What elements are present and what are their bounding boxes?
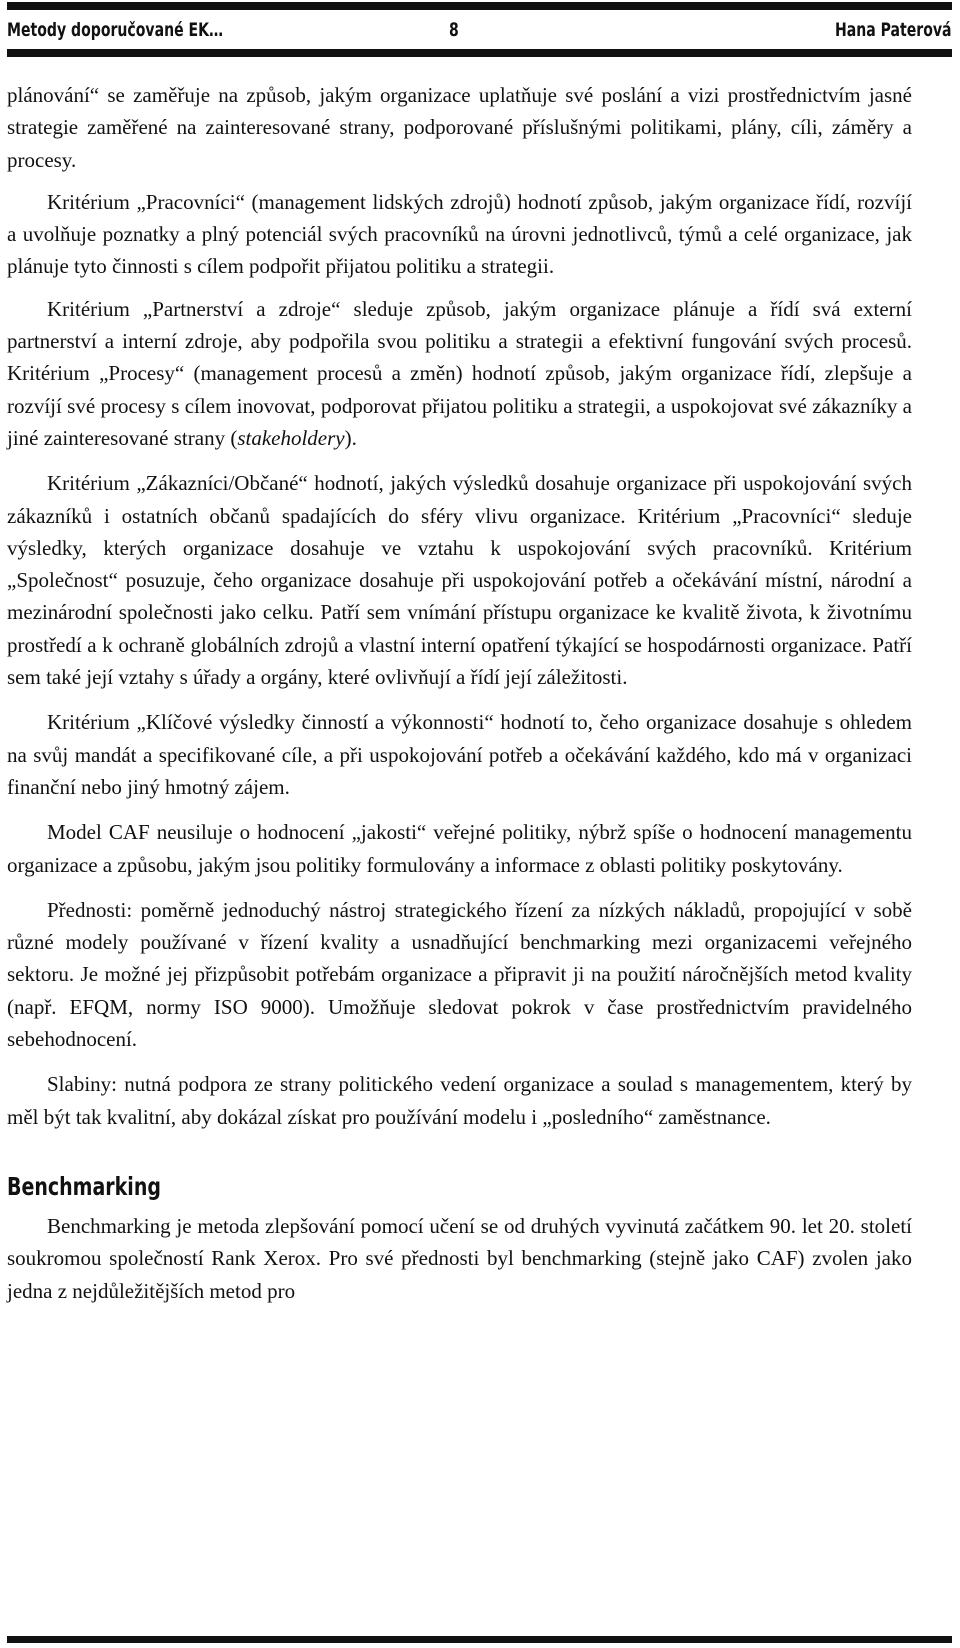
- header-author: Hana Paterová: [835, 19, 952, 41]
- paragraph-employees: Kritérium „Pracovníci“ (management lidských zdrojů) hodnotí způsob, jakým organizace řídí, rozvíjí a uvolňuje poznatky a plný potenciál svých pracovníků na úrovni jednotlivců, týmů a celé organizace, jak plánuje tyto činnosti s cílem podpořit přijatou politiku a strategii.: [7, 189, 912, 279]
- body-text: [7, 79, 912, 1307]
- paragraph-caf-model: Model CAF neusiluje o hodnocení „jakosti“ veřejné politiky, nýbrž spíše o hodnocení managementu organizace a způsobu, jakým jsou politiky formulovány a informace z oblasti politiky poskytovány.: [7, 820, 912, 877]
- running-header: [7, 14, 952, 46]
- paragraph-strengths: Přednosti: poměrně jednoduchý nástroj strategického řízení za nízkých nákladů, propojující v sobě různé modely používané v řízení kvality a usnadňující benchmarking mezi organizacemi veřejného sektoru. Je možné jej přizpůsobit potřebám organizace a připravit ji na použití náročnějších metod kvality (např. EFQM, normy ISO 9000). Umožňuje sledovat pokrok v čase prostřednictvím pravidelného sebehodnocení.: [7, 897, 912, 1052]
- paragraph-key-results: Kritérium „Klíčové výsledky činností a výkonnosti“ hodnotí to, čeho organizace dosahuje s ohledem na svůj mandát a specifikované cíle, a při uspokojování potřeb a očekávání každého, kdo má v organizaci finanční nebo jiný hmotný zájem.: [7, 710, 912, 799]
- paragraph-results: Kritérium „Zákazníci/Občané“ hodnotí, jakých výsledků dosahuje organizace při uspokojování svých zákazníků i ostatních občanů spadajících do sféry vlivu organizace. Kritérium „Pracovníci“ sleduje výsledky, kterých organizace dosahuje ve vztahu k uspokojování svých pracovníků. Kritérium „Společnost“ posuzuje, čeho organizace dosahuje při uspokojování potřeb a očekávání místní, národní a mezinárodní společnosti jako celku. Patří sem vnímání přístupu organizace ke kvalitě života, k životnímu prostředí a k ochraně globálních zdrojů a vlastní interní opatření týkající se hospodárnosti organizace. Patří sem také její vztahy s úřady a orgány, které ovlivňují a řídí její záležitosti.: [7, 471, 912, 690]
- header-top-rule: [7, 2, 952, 10]
- paragraph-partnerships-processes: [7, 293, 912, 454]
- section-heading-benchmarking: Benchmarking: [7, 1171, 161, 1201]
- footer-rule: [7, 1636, 952, 1643]
- paragraph-strategy: plánování“ se zaměřuje na způsob, jakým organizace uplatňuje své poslání a vizi prostřednictvím jasné strategie zaměřené na zainteresované strany, podporované příslušnými politikami, plány, cíli, záměry a procesy.: [7, 83, 912, 172]
- stakeholders-term: stakeholdery: [237, 425, 345, 450]
- header-bottom-rule: [7, 49, 952, 57]
- paragraph-weaknesses: Slabiny: nutná podpora ze strany politického vedení organizace a soulad s managementem, který by měl být tak kvalitní, aby dokázal získat pro používání modelu i „posledního“ zaměstnance.: [7, 1072, 912, 1129]
- paragraph-partnerships-end: ).: [344, 425, 357, 450]
- paragraph-benchmarking: Benchmarking je metoda zlepšování pomocí učení se od druhých vyvinutá začátkem 90. let 20. století soukromou společností Rank Xerox. Pro své přednosti byl benchmarking (stejně jako CAF) zvolen jako jedna z nejdůležitějších metod pro: [7, 1213, 912, 1303]
- header-title: Metody doporučované EK…: [7, 19, 224, 41]
- page-number: 8: [449, 19, 459, 41]
- paragraph-partnerships-text: Kritérium „Partnerství a zdroje“ sleduje způsob, jakým organizace plánuje a řídí svá externí partnerství a interní zdroje, aby podpořila svou politiku a strategii a efektivní fungování svých procesů. Kritérium „Procesy“ (management procesů a změn) hodnotí způsob, jakým organizace řídí, zlepšuje a rozvíjí své procesy s cílem inovovat, podporovat přijatou politiku a strategii, a uspokojovat své zákazníky a jiné zainteresované strany (: [7, 296, 912, 450]
